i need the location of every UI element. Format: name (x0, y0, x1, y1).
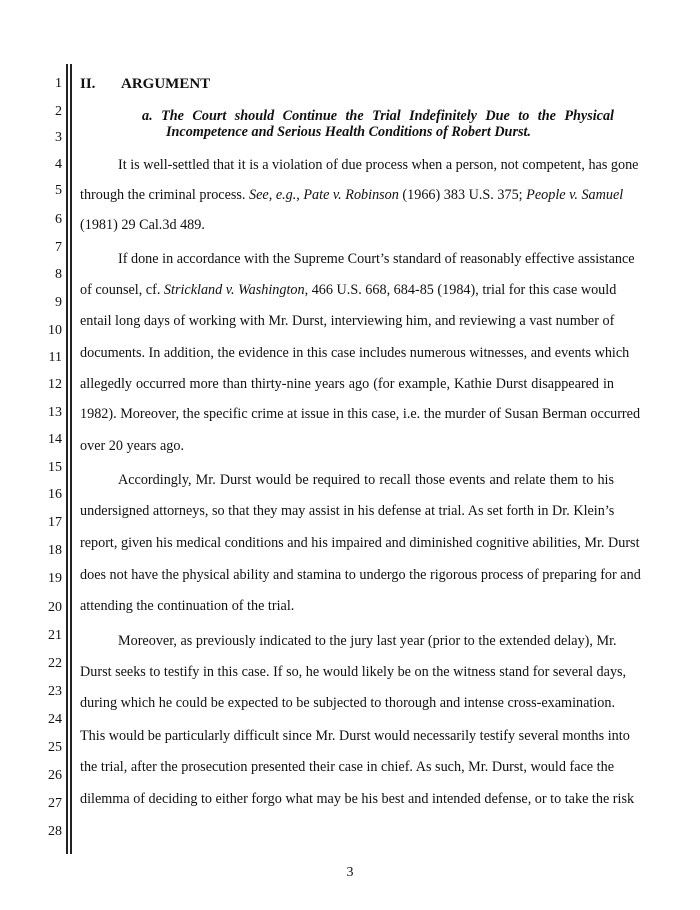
line-number: 9 (55, 295, 62, 310)
paragraph-line: over 20 years ago. (80, 438, 185, 454)
paragraph-line: the trial, after the prosecution presented their case in chief. As such, Mr. Durst, would face the (80, 759, 614, 775)
section-numeral: II. (80, 76, 96, 92)
line-number: 1 (55, 76, 62, 91)
paragraph-line: This would be particularly difficult since Mr. Durst would necessarily testify several months into (80, 728, 630, 744)
paragraph-line: If done in accordance with the Supreme Court’s standard of reasonably effective assistance (118, 251, 635, 267)
line-number: 13 (48, 405, 62, 420)
paragraph-line: (1981) 29 Cal.3d 489. (80, 217, 205, 233)
line-number: 14 (48, 432, 62, 447)
line-number: 27 (48, 796, 62, 811)
line-number: 21 (48, 628, 62, 643)
paragraph-line (80, 186, 624, 204)
paragraph-line: documents. In addition, the evidence in this case includes numerous witnesses, and events which (80, 345, 630, 361)
paragraph-line: It is well-settled that it is a violation of due process when a person, not competent, has gone (118, 157, 639, 173)
paragraph-line: Accordingly, Mr. Durst would be required to recall those events and relate them to his (118, 472, 614, 488)
paragraph-line (80, 281, 617, 299)
section-title: ARGUMENT (121, 76, 211, 92)
subheading-line-2: Incompetence and Serious Health Conditions of Robert Durst. (166, 124, 531, 140)
citation-italic: See, e.g., Pate v. Robinson (249, 187, 399, 203)
line-number: 10 (48, 323, 62, 338)
page-number: 3 (346, 865, 354, 880)
citation-italic: Strickland v. Washington (163, 282, 305, 298)
paragraph-line: attending the continuation of the trial. (80, 598, 295, 614)
line-number: 8 (55, 267, 62, 282)
line-number: 12 (48, 377, 62, 392)
subheading-line-1: a. The Court should Continue the Trial Indefinitely Due to the Physical (142, 108, 614, 124)
line-number: 28 (48, 824, 62, 839)
text-run: of counsel, cf. (80, 282, 164, 298)
line-number: 22 (48, 656, 62, 671)
line-number: 7 (55, 240, 62, 255)
margin-rule-right (70, 64, 72, 854)
line-number: 15 (48, 460, 62, 475)
paragraph-line: undersigned attorneys, so that they may assist in his defense at trial. As set forth in Dr. Klein’s (80, 503, 615, 519)
margin-rule-left (66, 64, 68, 854)
line-number: 3 (55, 130, 62, 145)
text-run: through the criminal process. (80, 187, 250, 203)
line-number: 17 (48, 515, 62, 530)
line-number: 26 (48, 768, 62, 783)
paragraph-line: dilemma of deciding to either forgo what may be his best and intended defense, or to take the risk (80, 791, 635, 807)
line-number: 24 (48, 712, 62, 727)
paragraph-line: 1982). Moreover, the specific crime at issue in this case, i.e. the murder of Susan Berman occurred (80, 406, 641, 422)
text-run: (1966) 383 U.S. 375; (398, 187, 527, 203)
paragraph-line: entail long days of working with Mr. Durst, interviewing him, and reviewing a vast number of (80, 313, 615, 329)
paragraph-line: report, given his medical conditions and his impaired and diminished cognitive abilities, Mr. Durst (80, 535, 640, 551)
paragraph-line: does not have the physical ability and stamina to undergo the rigorous process of preparing for and (80, 567, 641, 583)
paragraph-line: Moreover, as previously indicated to the jury last year (prior to the extended delay), Mr. (118, 633, 617, 649)
line-number: 6 (55, 212, 62, 227)
paragraph-line: Durst seeks to testify in this case. If so, he would likely be on the witness stand for several days, (80, 664, 627, 680)
text-run: , 466 U.S. 668, 684-85 (1984), trial for this case would (304, 282, 617, 298)
line-number: 25 (48, 740, 62, 755)
line-number: 2 (55, 104, 62, 119)
paragraph-line: allegedly occurred more than thirty-nine years ago (for example, Kathie Durst disappeared in (80, 376, 614, 392)
citation-italic: People v. Samuel (526, 187, 624, 203)
line-number: 23 (48, 684, 62, 699)
line-number: 11 (48, 350, 62, 365)
line-number: 19 (48, 571, 62, 586)
line-number: 16 (48, 487, 62, 502)
line-number: 20 (48, 600, 62, 615)
line-number: 5 (55, 183, 62, 198)
line-number: 4 (55, 157, 62, 172)
line-number: 18 (48, 543, 62, 558)
paragraph-line: during which he could be expected to be subjected to thorough and intense cross-examination. (80, 695, 616, 711)
